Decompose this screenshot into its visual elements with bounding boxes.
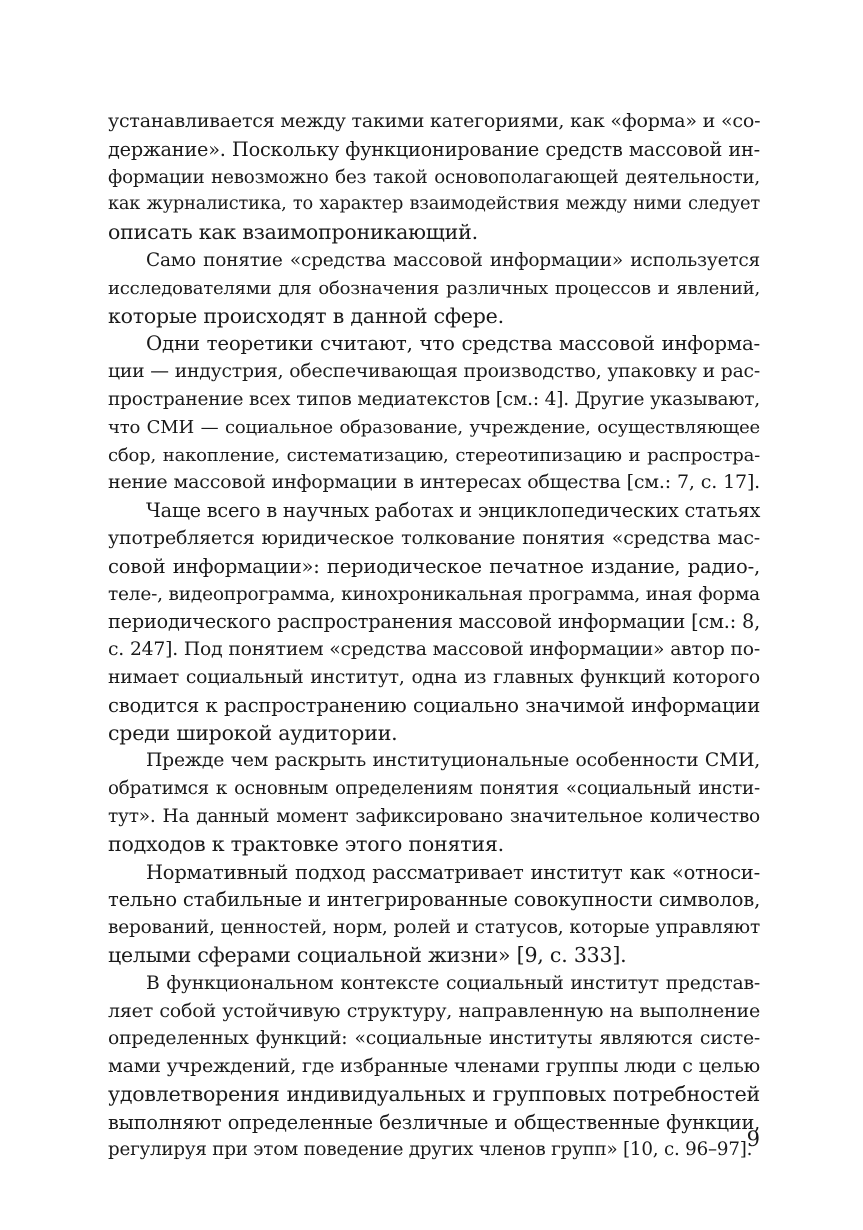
- text-line: с. 247]. Под понятием «средства массовой информации» автор по-: [108, 639, 760, 661]
- text-line: устанавливается между такими категориями, как «форма» и «со-: [108, 110, 761, 132]
- text-line: сводится к распространению социально значимой информации: [108, 693, 760, 717]
- text-line: В функциональном контексте социальный институт представ-: [146, 972, 760, 994]
- text-line: как журналистика, то характер взаимодействия между ними следует: [108, 194, 760, 215]
- text-line: теле-, видеопрограмма, кинохроникальная программа, иная форма: [108, 583, 760, 605]
- text-line: периодического распространения массовой информации [см.: 8,: [108, 610, 760, 634]
- text-line: мами учреждений, где избранные членами группы люди с целью: [108, 1055, 760, 1078]
- text-line: тельно стабильные и интегрированные совокупности символов,: [108, 888, 761, 912]
- text-line: употребляется юридическое толкование понятия «средства мас-: [108, 526, 760, 549]
- text-line: ляет собой устойчивую структуру, направленную на выполнение: [108, 999, 760, 1022]
- text-line: целыми сферами социальной жизни» [9, с. 333].: [108, 942, 627, 967]
- text-line: Само понятие «средства массовой информации» используется: [146, 249, 760, 271]
- text-line: выполняют определенные безличные и общественные функции,: [108, 1110, 760, 1134]
- text-line: подходов к трактовке этого понятия.: [108, 831, 504, 856]
- text-line: формации невозможно без такой основополагающей деятельности,: [108, 166, 760, 188]
- text-line: что СМИ — социальное образование, учреждение, осуществляющее: [108, 416, 760, 438]
- text-line: регулируя при этом поведение других членов групп» [10, с. 96–97].: [108, 1139, 753, 1161]
- text-line: Чаще всего в научных работах и энциклопедических статьях: [146, 499, 761, 523]
- text-line: удовлетворения индивидуальных и групповых потребностей: [108, 1081, 760, 1106]
- text-line: пространение всех типов медиатекстов [см.: 4]. Другие указывают,: [108, 388, 760, 410]
- text-line: Нормативный подход рассматривает институт как «относи-: [146, 860, 760, 884]
- text-line: держание». Поскольку функционирование средств массовой ин-: [108, 137, 760, 161]
- text-line: сбор, накопление, систематизацию, стереотипизацию и распростра-: [108, 444, 760, 466]
- text-line: ции — индустрия, обеспечивающая производство, упаковку и рас-: [108, 361, 760, 383]
- text-line: Прежде чем раскрыть институциональные особенности СМИ,: [146, 750, 760, 772]
- text-line: обратимся к основным определениям понятия «социальный инсти-: [108, 778, 760, 800]
- text-line: тут». На данный момент зафиксировано значительное количество: [108, 805, 760, 827]
- text-line: совой информации»: периодическое печатное издание, радио-,: [108, 554, 760, 578]
- text-line: определенных функций: «социальные институты являются систе-: [108, 1028, 760, 1050]
- text-line: верований, ценностей, норм, ролей и статусов, которые управляют: [108, 917, 760, 939]
- text-line: которые происходят в данной сфере.: [108, 303, 504, 328]
- text-line: среди широкой аудитории.: [108, 720, 398, 745]
- page-number: 9: [746, 1127, 760, 1151]
- text-line: нение массовой информации в интересах общества [см.: 7, с. 17].: [108, 471, 760, 494]
- body-text: [108, 108, 760, 1164]
- text-line: нимает социальный институт, одна из главных функций которого: [108, 666, 760, 688]
- text-line: Одни теоретики считают, что средства массовой информа-: [146, 332, 760, 356]
- text-line: описать как взаимопроникающий.: [108, 220, 478, 245]
- text-line: исследователями для обозначения различных процессов и явлений,: [108, 277, 760, 299]
